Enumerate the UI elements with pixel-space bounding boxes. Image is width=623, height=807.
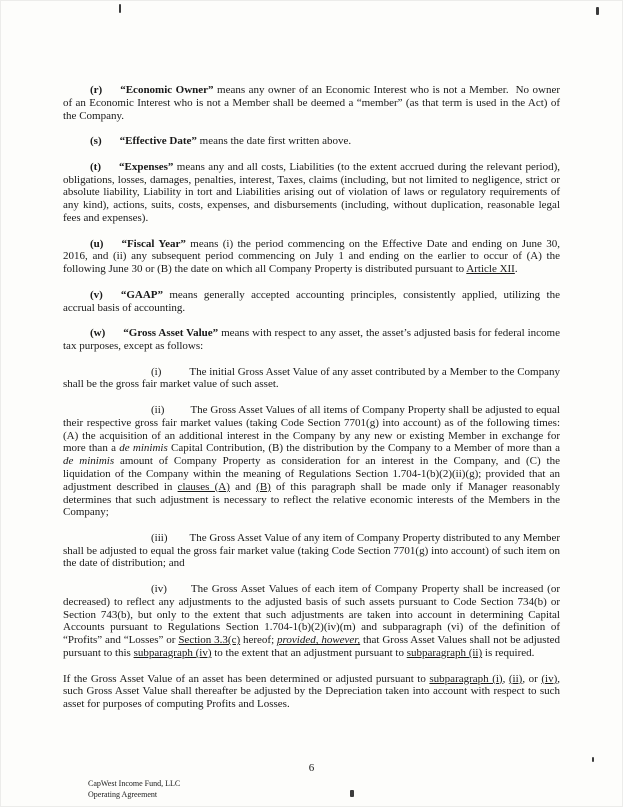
footer-doc-title: Operating Agreement: [88, 790, 158, 799]
paragraph-gaap: (v) “GAAP” means generally accepted accounting principles, consistently applied, utilizing the accrual basis of accounting.: [63, 288, 560, 314]
paragraph-gross-asset-closing: If the Gross Asset Value of an asset has been determined or adjusted pursuant to subparagraph (i), (ii), or (iv), such Gross Asset Value shall thereafter be adjusted by the Depreciation taken into account with respect to such asset for purposes of computing Profits and Losses.: [63, 672, 560, 711]
subparagraph-i: (i) The initial Gross Asset Value of any asset contributed by a Member to the Company shall be the gross fair market value of such asset.: [63, 365, 560, 391]
scan-artifact: [350, 790, 354, 797]
subparagraph-ii: (ii) The Gross Asset Values of all items of Company Property shall be adjusted to equal their respective gross fair market values (taking Code Section 7701(g) into account) as of the following times: (A) the acquisition of an additional interest in the Company by any new or existing Member in exchange for more than a de minimis Capital Contribution, (B) the distribution by the Company to a Member of more than a de minimis amount of Company Property as consideration for an interest in the Company, and (C) the liquidation of the Company within the meaning of Regulations Section 1.704-1(b)(2)(ii)(g); provided that an adjustment described in clauses (A) and (B) of this paragraph shall be made only if Manager reasonably determines that such adjustment is necessary to reflect the relative economic interests of the Members in the Company;: [63, 403, 560, 519]
paragraph-effective-date: (s) “Effective Date” means the date first written above.: [90, 135, 352, 148]
footer-company-name: CapWest Income Fund, LLC: [88, 779, 181, 788]
subparagraph-iv: (iv) The Gross Asset Values of each item of Company Property shall be increased (or decreased) to reflect any adjustments to the adjusted basis of such assets pursuant to Code Section 734(b) or Section 743(b), but only to the extent that such adjustments are taken into account in determining Capital Accounts pursuant to Regulations Section 1.704-1(b)(2)(iv)(m) and subparagraph (vi) of the definition of “Profits” and “Losses” or Section 3.3(c) hereof; provided, however, that Gross Asset Values shall not be adjusted pursuant to this subparagraph (iv) to the extent that an adjustment pursuant to subparagraph (ii) is required.: [63, 583, 561, 660]
scan-artifact: [119, 4, 121, 13]
scan-artifact: [596, 7, 599, 15]
paragraph-expenses: (t) “Expenses” means any and all costs, Liabilities (to the extent accrued during the relevant period), obligations, losses, damages, penalties, interest, Taxes, claims (including, but not limited to negligence, strict or absolute liability, Liability in tort and Liabilities arising out of violation of laws or regulatory requirements of any kind), actions, suits, costs, expenses, and disbursements (including, without duplication, reasonable legal fees and expenses).: [63, 160, 560, 224]
subparagraph-iii: (iii) The Gross Asset Value of any item of Company Property distributed to any Member shall be adjusted to equal the gross fair market value (taking Code Section 7701(g) into account) of such item on the date of distribution; and: [63, 531, 560, 570]
paragraph-fiscal-year: (u) “Fiscal Year” means (i) the period commencing on the Effective Date and ending on June 30, 2016, and (ii) any subsequent period commencing on July 1 and ending on the earlier to occur of (A) the following June 30 or (B) the date on which all Company Property is distributed pursuant to Article XII.: [63, 237, 560, 276]
page-number: 6: [308, 762, 315, 774]
paragraph-economic-owner: (r) “Economic Owner” means any owner of an Economic Interest who is not a Member. No owner of an Economic Interest who is not a Member shall be deemed a “member” (as that term is used in the Act) of the Company.: [63, 84, 560, 122]
document-body: [63, 84, 560, 724]
paragraph-gross-asset-value: (w) “Gross Asset Value” means with respect to any asset, the asset’s adjusted basis for federal income tax purposes, except as follows:: [63, 327, 560, 352]
document-footer: [88, 778, 180, 800]
